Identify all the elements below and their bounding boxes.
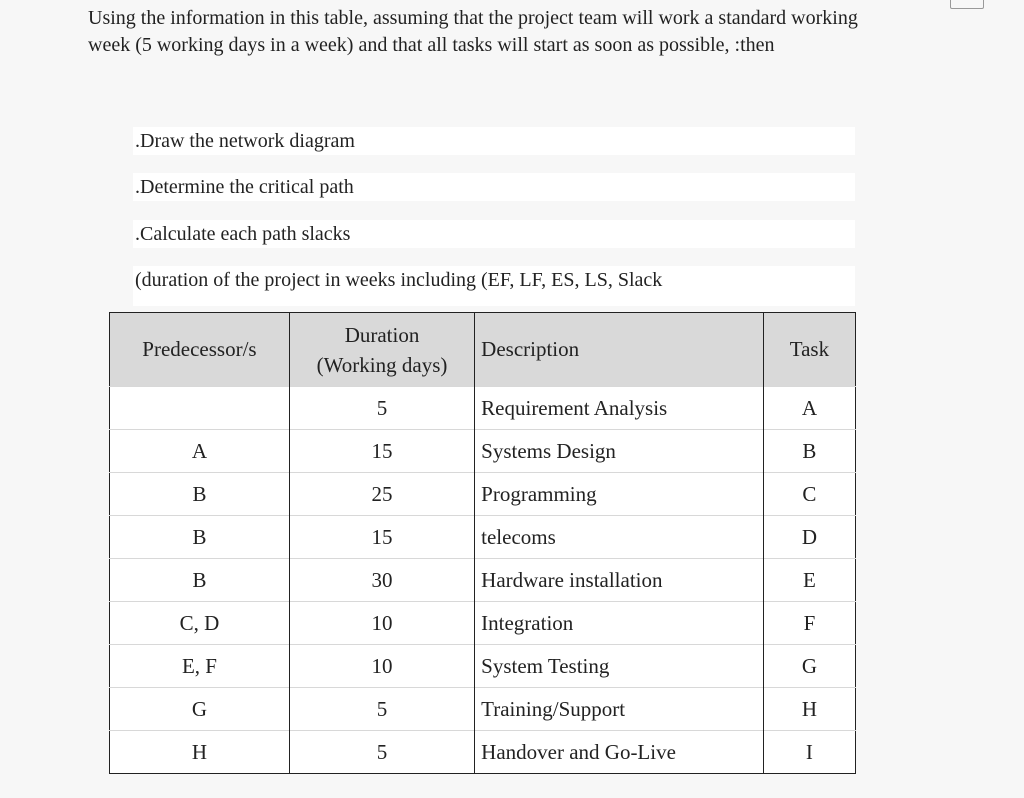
table-row	[110, 688, 856, 731]
header-predecessors: Predecessor/s	[142, 337, 257, 361]
task-item-project-duration: (duration of the project in weeks including (EF, LF, ES, LS, Slack	[133, 266, 855, 306]
table-row	[110, 516, 856, 559]
cell-duration: 5	[289, 731, 474, 774]
cell-task: C	[763, 473, 855, 516]
cell-duration: 5	[289, 387, 474, 430]
cell-duration: 25	[289, 473, 474, 516]
header-duration-line1: Duration	[344, 322, 420, 347]
header-duration-line2: (Working days)	[316, 352, 448, 377]
cell-predecessors: A	[110, 430, 290, 473]
cell-description: telecoms	[475, 516, 764, 559]
intro-paragraph: Using the information in this table, assuming that the project team will work a standard working week (5 working days in a week) and that all tasks will start as soon as possible, :then	[88, 7, 858, 56]
cell-description: System Testing	[475, 645, 764, 688]
header-description: Description	[475, 313, 764, 387]
header-task: Task	[763, 313, 855, 387]
cell-description: Requirement Analysis	[475, 387, 764, 430]
cell-description: Systems Design	[475, 430, 764, 473]
cell-predecessors: B	[110, 559, 290, 602]
task-item-critical-path: .Determine the critical path	[133, 173, 855, 201]
cell-predecessors: B	[110, 516, 290, 559]
cell-duration: 15	[289, 516, 474, 559]
cell-description: Programming	[475, 473, 764, 516]
table-row	[110, 387, 856, 430]
table-row	[110, 731, 856, 774]
project-tasks-table	[109, 312, 856, 774]
cell-task: F	[763, 602, 855, 645]
cell-duration: 30	[289, 559, 474, 602]
table-row	[110, 559, 856, 602]
cell-predecessors: B	[110, 473, 290, 516]
cell-task: G	[763, 645, 855, 688]
cell-task: A	[763, 387, 855, 430]
cell-duration: 15	[289, 430, 474, 473]
table-header-row	[110, 313, 856, 387]
cell-task: H	[763, 688, 855, 731]
cell-predecessors: G	[110, 688, 290, 731]
task-item-path-slacks: .Calculate each path slacks	[133, 220, 855, 248]
cell-description: Training/Support	[475, 688, 764, 731]
cell-description: Integration	[475, 602, 764, 645]
corner-box	[950, 0, 984, 9]
cell-task: B	[763, 430, 855, 473]
cell-description: Hardware installation	[475, 559, 764, 602]
cell-predecessors: H	[110, 731, 290, 774]
header-duration	[289, 313, 474, 387]
cell-task: I	[763, 731, 855, 774]
cell-duration: 10	[289, 602, 474, 645]
table-row	[110, 645, 856, 688]
cell-description: Handover and Go-Live	[475, 731, 764, 774]
table-row	[110, 430, 856, 473]
cell-task: E	[763, 559, 855, 602]
table-row	[110, 473, 856, 516]
task-item-draw-network: .Draw the network diagram	[133, 127, 855, 155]
cell-predecessors: C, D	[110, 602, 290, 645]
cell-predecessors: E, F	[110, 645, 290, 688]
cell-task: D	[763, 516, 855, 559]
cell-duration: 10	[289, 645, 474, 688]
table-row	[110, 602, 856, 645]
cell-duration: 5	[289, 688, 474, 731]
cell-predecessors	[110, 387, 290, 430]
